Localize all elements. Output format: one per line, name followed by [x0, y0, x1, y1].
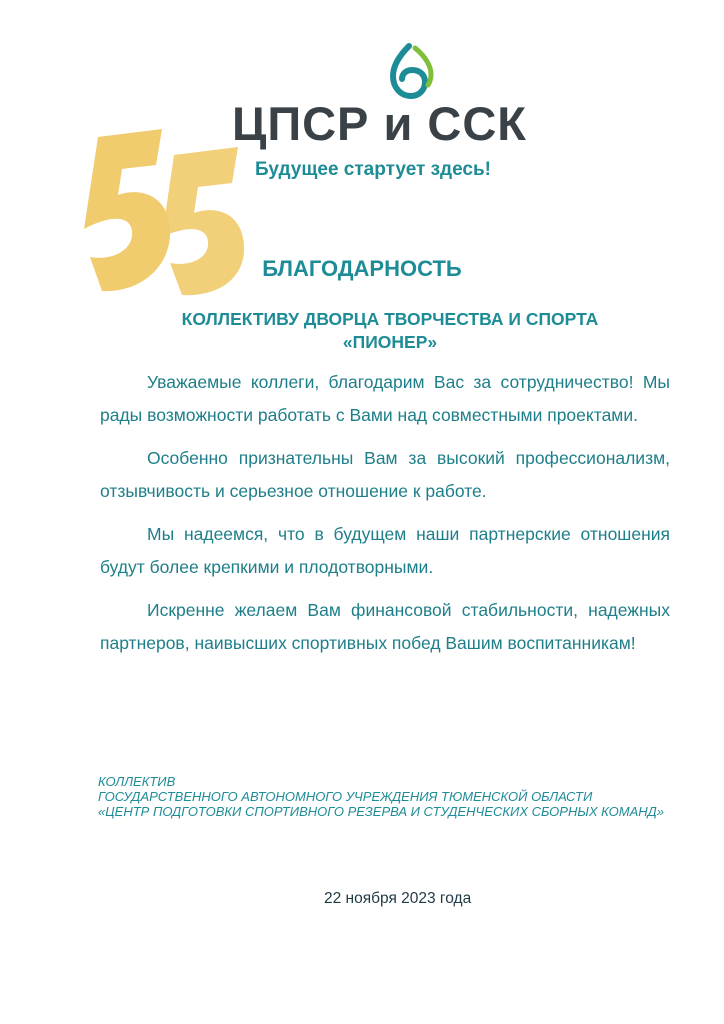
signature-line: КОЛЛЕКТИВ [98, 774, 176, 789]
logo-droplet-icon [385, 42, 437, 102]
body-paragraph: Особенно признательны Вам за высокий профессионализм, отзывчивость и серьезное отношение к работе. [100, 448, 670, 501]
document-signature [98, 774, 678, 819]
body-paragraph: Мы надеемся, что в будущем наши партнерские отношения будут более крепкими и плодотворными. [100, 524, 670, 577]
document-title: БЛАГОДАРНОСТЬ [262, 256, 462, 281]
organization-logo-name: ЦПСР и ССК [232, 97, 527, 150]
signature-line: ГОСУДАРСТВЕННОГО АВТОНОМНОГО УЧРЕЖДЕНИЯ ТЮМЕНСКОЙ ОБЛАСТИ [98, 789, 593, 804]
organization-slogan: Будущее стартует здесь! [255, 159, 491, 180]
body-paragraph: Уважаемые коллеги, благодарим Вас за сотрудничество! Мы рады возможности работать с Вами над совместными проектами. [100, 372, 670, 425]
document-recipient [100, 308, 680, 354]
recipient-line: «ПИОНЕР» [342, 332, 438, 352]
body-paragraph: Искренне желаем Вам финансовой стабильности, надежных партнеров, наивысших спортивных побед Вашим воспитанникам! [100, 600, 670, 653]
recipient-line: КОЛЛЕКТИВУ ДВОРЦА ТВОРЧЕСТВА И СПОРТА [181, 309, 599, 329]
document-date: 22 ноября 2023 года [324, 890, 472, 907]
document-body [100, 366, 670, 670]
signature-line: «ЦЕНТР ПОДГОТОВКИ СПОРТИВНОГО РЕЗЕРВА И СТУДЕНЧЕСКИХ СБОРНЫХ КОМАНД» [98, 804, 665, 819]
